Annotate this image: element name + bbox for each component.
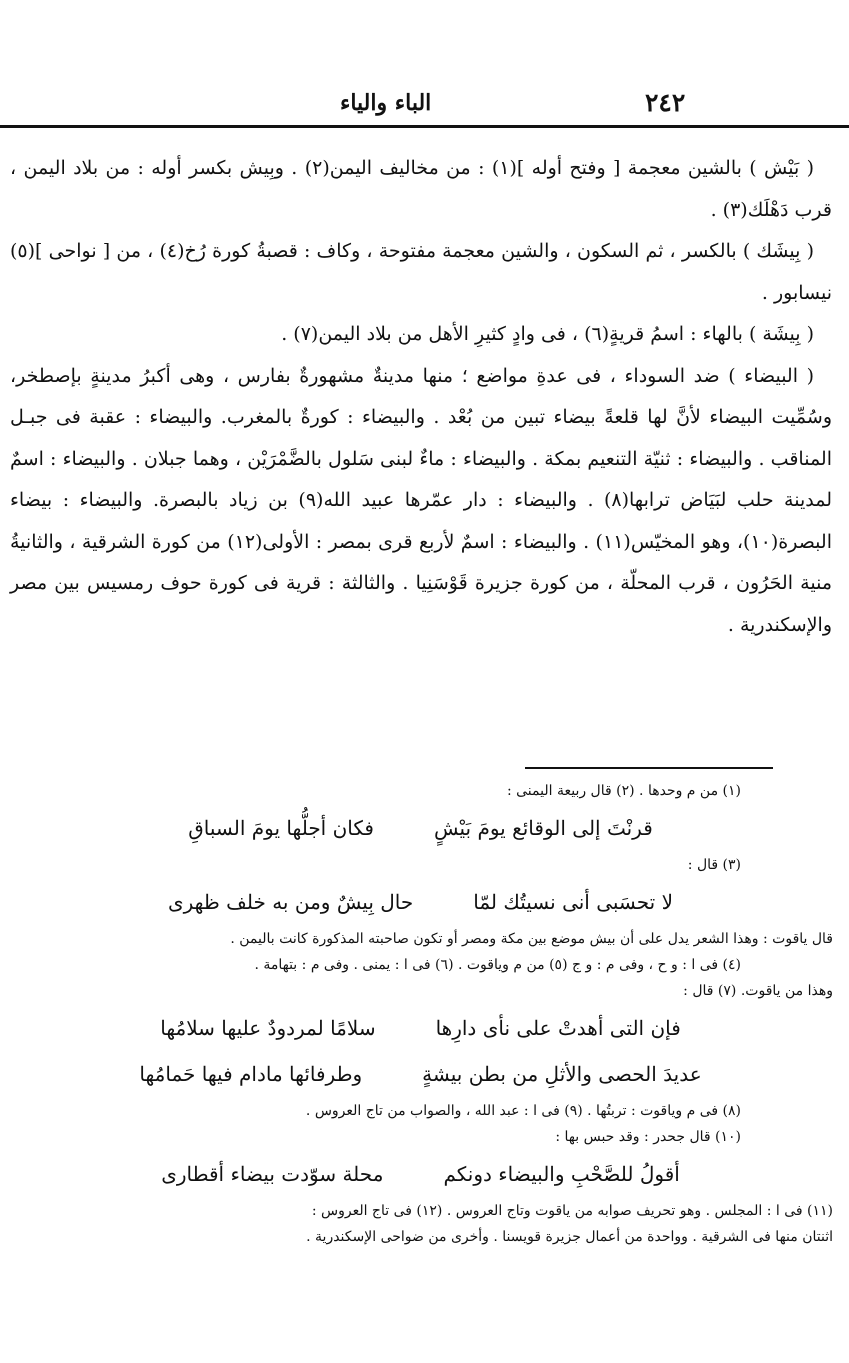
verse-hemistich: فكان أجلُّها يومَ السباقِ	[188, 816, 374, 840]
page-header	[0, 84, 849, 124]
footnote-line: (١١) فى ا : المجلس . وهو تحريف صوابه من ياقوت وتاج العروس . (١٢) فى تاج العروس :	[311, 1203, 833, 1219]
entry-albayda: ( البيضاء ) ضد السوداء ، فى عدةِ مواضع ؛ منها مدينةٌ مشهورةٌ بفارس ، وهى أكبرُ مدينةٍ بإصطخر، وسُمِّيت البيضاء لأنَّ لها قلعةً بيضاء تبين من بُعْد . والبيضاء : كورةٌ بالمغرب. والبيضاء : عقبة فى جبـل المناقب . والبيضاء : ثنيّة التنعيم بمكة . والبيضاء : ماءٌ لبنى سَلول بالضَّمْرَيْن ، وهما جبلان . والبيضاء : اسمٌ لمدينة حلب لبَيَاض ترابها(٨) . والبيضاء : دار عمّرها عبيد الله(٩) بن زياد بالبصرة. والبيضاء : بيضاء البصرة(١٠)، وهو المخيّس(١١) . والبيضاء : اسمٌ لأربع قرى بمصر : الأولى(١٢) من كورة الشرقية ، والثانيةُ منية الحَرُون ، قرب المحلّة ، من كورة جزيرة قَوْسَنِيا . والثالثة : قرية فى كورة حوف رمسيس بين مصر والإسكندرية .	[10, 364, 832, 636]
footnote-line: اثنتان منها فى الشرقية . وواحدة من أعمال جزيرة قويسنا . وأخرى من ضواحى الإسكندرية .	[306, 1229, 833, 1245]
verse-hemistich: قرنْتَ إلى الوقائع يومَ بَيْشٍ	[433, 816, 653, 840]
verse-line	[8, 1152, 833, 1196]
verse-hemistich: لا تحسَبى أنى نسيتُك لمّا	[473, 890, 674, 914]
footnote-line: (٤) فى ا : و ح ، وفى م : و ج (٥) من م وياقوت . (٦) فى ا : يمنى . وفى م : بتهامة .	[254, 957, 741, 973]
footnotes	[8, 778, 833, 1250]
footnote-line: وهذا من ياقوت. (٧) قال :	[683, 983, 833, 999]
verse-hemistich: محلة سوّدت بيضاء أقطارى	[161, 1162, 384, 1186]
footnote-line: قال ياقوت : وهذا الشعر يدل على أن بيش موضع بين مكة ومصر أو تكون صاحبته المذكورة كانت باليمن .	[230, 931, 833, 947]
verse-hemistich: فإن التى أهدتْ على نأى دارِها	[435, 1016, 681, 1040]
verse-hemistich: عديدَ الحصى والأثلِ من بطن بيشةٍ	[422, 1062, 702, 1086]
verse-line	[8, 1052, 833, 1096]
entry-baysh: ( بَيْش ) بالشين معجمة [ وفتح أوله ](١) : من مخاليف اليمن(٢) . وبِيش بكسر أوله : من بلاد اليمن ، قرب دَهْلَك(٣) .	[10, 157, 832, 221]
header-rule	[0, 125, 849, 128]
page-number: ٢٤٢	[645, 88, 686, 117]
verse-line	[8, 880, 833, 924]
running-head: الباء والياء	[340, 90, 432, 116]
verse-line	[8, 806, 833, 850]
verse-hemistich: سلامًا لمردودٌ عليها سلامُها	[160, 1016, 376, 1040]
verse-hemistich: أقولُ للصَّحْبِ والبيضاء دونكم	[443, 1162, 680, 1186]
footnote-line: (٨) فى م وياقوت : تربتُها . (٩) فى ا : عبد الله ، والصواب من تاج العروس .	[305, 1103, 741, 1119]
footnote-line: (١٠) قال جحدر : وقد حبس بها :	[555, 1129, 741, 1145]
footnote-rule	[525, 767, 773, 769]
verse-line	[8, 1006, 833, 1050]
footnote-line: (١) من م وحدها . (٢) قال ربيعة اليمنى :	[506, 783, 741, 799]
entry-bisha: ( بِيشَة ) بالهاء : اسمُ قريةٍ(٦) ، فى وادٍ كثيرِ الأهل من بلاد اليمن(٧) .	[281, 323, 814, 345]
verse-hemistich: حال بِيشٌ ومن به خلف ظهرى	[167, 890, 414, 914]
entry-bishak: ( بِيشَك ) بالكسر ، ثم السكون ، والشين معجمة مفتوحة ، وكاف : قصبةُ كورة رُخ(٤) ، من [ نواحى ](٥) نيسابور .	[10, 240, 832, 304]
main-text	[10, 148, 832, 646]
verse-hemistich: وطرفائها مادام فيها حَمامُها	[139, 1062, 363, 1086]
footnote-line: (٣) قال :	[687, 857, 741, 873]
